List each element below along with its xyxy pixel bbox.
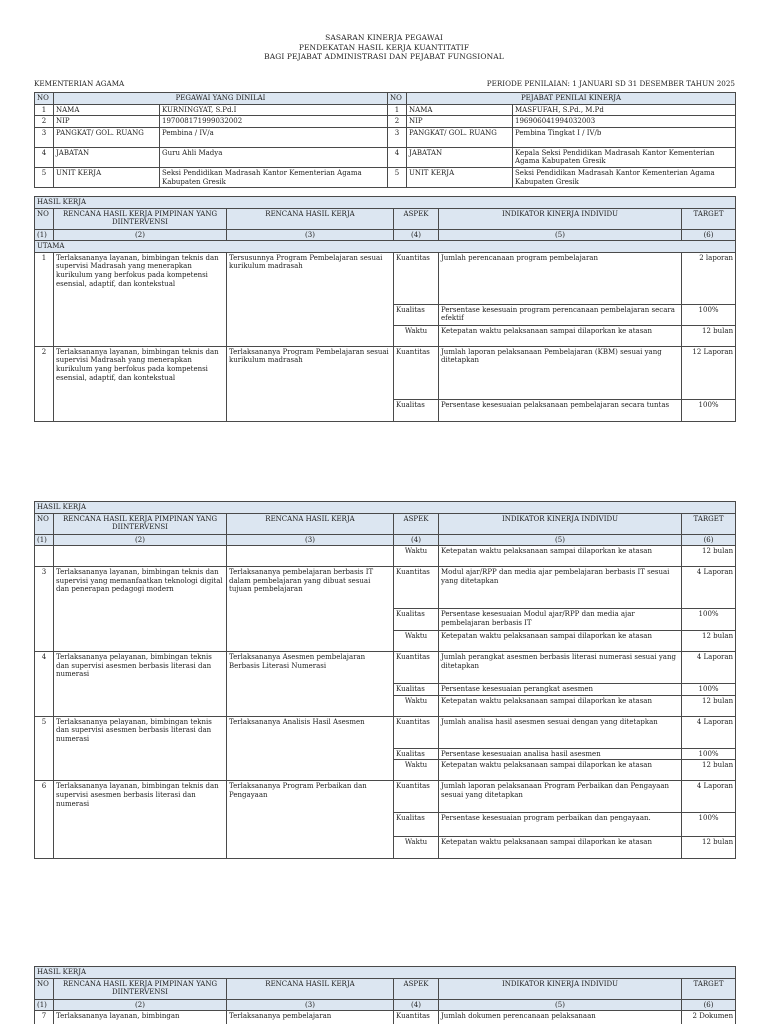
aspek-cell: Kuantitas: [394, 652, 439, 684]
target-cell: 100%: [682, 609, 736, 631]
table-row: [35, 716, 736, 748]
row-no: 5: [388, 167, 407, 187]
rhk-pimpinan-cell: Terlaksananya layanan, bimbingan teknis dan supervisi Madrasah yang menerapkan kurikulum yang berfokus pada kompetensi esensial, adaptif, dan kontekstual: [54, 252, 227, 346]
rhk-pimpinan-cell: [54, 546, 227, 567]
aspek-cell: Kuantitas: [394, 716, 439, 748]
item-no: 2: [35, 346, 54, 421]
pegawai-value: Guru Ahli Madya: [160, 147, 388, 167]
row-label: UNIT KERJA: [54, 167, 160, 187]
aspek-cell: Kuantitas: [394, 567, 439, 609]
row-label: NAMA: [407, 104, 513, 116]
row-label: UNIT KERJA: [407, 167, 513, 187]
item-no: 6: [35, 781, 54, 859]
aspek-cell: Kualitas: [394, 748, 439, 760]
target-cell: 12 Laporan: [682, 346, 736, 399]
rhk-cell: Terlaksananya pembelajaran: [227, 1011, 394, 1024]
col-rhk: RENCANA HASIL KERJA: [227, 208, 394, 229]
indikator-cell: Jumlah analisa hasil asesmen sesuai dengan yang ditetapkan: [439, 716, 682, 748]
target-cell: 12 bulan: [682, 546, 736, 567]
indikator-cell: Persentase kesesuaian pelaksanaan pembelajaran secara tuntas: [439, 399, 682, 421]
table-row: [35, 652, 736, 684]
row-no: 1: [35, 104, 54, 116]
identity-header-row: [35, 93, 736, 105]
col-target: TARGET: [682, 978, 736, 999]
col-number: (4): [394, 534, 439, 546]
target-cell: 4 Laporan: [682, 716, 736, 748]
col-number: (3): [227, 999, 394, 1011]
rhk-cell: Tersusunnya Program Pembelajaran sesuai kurikulum madrasah: [227, 252, 394, 346]
header-penilai: PEJABAT PENILAI KINERJA: [407, 93, 736, 105]
col-number: (5): [439, 534, 682, 546]
table-row: [35, 346, 736, 399]
item-no: 1: [35, 252, 54, 346]
section-row: [35, 502, 736, 514]
organization-label: KEMENTERIAN AGAMA: [34, 79, 125, 88]
aspek-cell: Waktu: [394, 325, 439, 346]
indikator-cell: Jumlah perencanaan program pembelajaran: [439, 252, 682, 304]
table-row: [35, 546, 736, 567]
section-hasil-kerja: HASIL KERJA: [35, 502, 736, 514]
hasil-kerja-table-2: [34, 501, 736, 859]
row-no: 2: [388, 116, 407, 128]
row-no: 2: [35, 116, 54, 128]
target-cell: 100%: [682, 304, 736, 325]
col-number: (3): [227, 229, 394, 241]
col-number: (1): [35, 229, 54, 241]
column-header-row: [35, 978, 736, 999]
col-rhk: RENCANA HASIL KERJA: [227, 978, 394, 999]
item-no: [35, 546, 54, 567]
section-hasil-kerja: HASIL KERJA: [35, 197, 736, 209]
indikator-cell: Ketepatan waktu pelaksanaan sampai dilaporkan ke atasan: [439, 546, 682, 567]
target-cell: 4 Laporan: [682, 567, 736, 609]
header-no: NO: [35, 93, 54, 105]
indikator-cell: Ketepatan waktu pelaksanaan sampai dilaporkan ke atasan: [439, 695, 682, 716]
section-row: [35, 197, 736, 209]
identity-row: [35, 116, 736, 128]
aspek-cell: Kuantitas: [394, 1011, 439, 1024]
table-row: [35, 252, 736, 304]
column-number-row: [35, 229, 736, 241]
aspek-cell: Kualitas: [394, 399, 439, 421]
row-no: 3: [388, 127, 407, 147]
column-header-row: [35, 513, 736, 534]
penilai-value: Kepala Seksi Pendidikan Madrasah Kantor Kementerian Agama Kabupaten Gresik: [513, 147, 736, 167]
target-cell: 12 bulan: [682, 760, 736, 781]
col-aspek: ASPEK: [394, 513, 439, 534]
rhk-cell: Terlaksananya Program Perbaikan dan Pengayaan: [227, 781, 394, 859]
table-row: [35, 567, 736, 609]
target-cell: 100%: [682, 813, 736, 837]
penilai-value: Seksi Pendidikan Madrasah Kantor Kementerian Agama Kabupaten Gresik: [513, 167, 736, 187]
indikator-cell: Ketepatan waktu pelaksanaan sampai dilaporkan ke atasan: [439, 631, 682, 652]
rhk-cell: [227, 546, 394, 567]
identity-row: [35, 127, 736, 147]
col-indikator: INDIKATOR KINERJA INDIVIDU: [439, 513, 682, 534]
target-cell: 12 bulan: [682, 631, 736, 652]
identity-table: [34, 92, 736, 188]
item-no: 5: [35, 716, 54, 781]
col-number: (1): [35, 999, 54, 1011]
hasil-kerja-table-3: [34, 966, 736, 1024]
indikator-cell: Persentase kesesuain program perencanaan pembelajaran secara efektif: [439, 304, 682, 325]
col-number: (3): [227, 534, 394, 546]
col-aspek: ASPEK: [394, 208, 439, 229]
item-no: 3: [35, 567, 54, 652]
aspek-cell: Kualitas: [394, 304, 439, 325]
col-number: (6): [682, 999, 736, 1011]
col-no: NO: [35, 208, 54, 229]
period-label: PERIODE PENILAIAN: 1 JANUARI SD 31 DESEMBER TAHUN 2025: [486, 79, 735, 88]
row-label: PANGKAT/ GOL. RUANG: [407, 127, 513, 147]
target-cell: 100%: [682, 684, 736, 696]
col-indikator: INDIKATOR KINERJA INDIVIDU: [439, 208, 682, 229]
target-cell: 12 bulan: [682, 695, 736, 716]
rhk-cell: Terlaksananya Analisis Hasil Asesmen: [227, 716, 394, 781]
column-number-row: [35, 534, 736, 546]
row-no: 3: [35, 127, 54, 147]
identity-row: [35, 167, 736, 187]
target-cell: 100%: [682, 748, 736, 760]
item-no: 4: [35, 652, 54, 717]
aspek-cell: Kualitas: [394, 684, 439, 696]
col-number: (4): [394, 999, 439, 1011]
row-no: 1: [388, 104, 407, 116]
indikator-cell: Jumlah laporan pelaksanaan Pembelajaran (KBM) sesuai yang ditetapkan: [439, 346, 682, 399]
row-no: 5: [35, 167, 54, 187]
identity-row: [35, 147, 736, 167]
row-label: NIP: [407, 116, 513, 128]
indikator-cell: Jumlah dokumen perencanaan pelaksanaan: [439, 1011, 682, 1024]
document-title: [0, 33, 768, 62]
item-no: 7: [35, 1011, 54, 1024]
pegawai-value: KURNINGYAT, S.Pd.I: [160, 104, 388, 116]
row-label: JABATAN: [407, 147, 513, 167]
col-number: (2): [54, 999, 227, 1011]
aspek-cell: Kualitas: [394, 609, 439, 631]
column-number-row: [35, 999, 736, 1011]
col-number: (5): [439, 229, 682, 241]
pegawai-value: Pembina / IV/a: [160, 127, 388, 147]
target-cell: 12 bulan: [682, 837, 736, 859]
col-aspek: ASPEK: [394, 978, 439, 999]
pegawai-value: Seksi Pendidikan Madrasah Kantor Kementerian Agama Kabupaten Gresik: [160, 167, 388, 187]
rhk-cell: Terlaksananya pembelajaran berbasis IT dalam pembelajaran yang dibuat sesuai tujuan pembelajaran: [227, 567, 394, 652]
indikator-cell: Persentase kesesuaian analisa hasil asesmen: [439, 748, 682, 760]
row-label: NIP: [54, 116, 160, 128]
col-number: (6): [682, 229, 736, 241]
col-no: NO: [35, 978, 54, 999]
title-line-2: PENDEKATAN HASIL KERJA KUANTITATIF: [298, 42, 470, 52]
target-cell: 100%: [682, 399, 736, 421]
rhk-pimpinan-cell: Terlaksananya pelayanan, bimbingan teknis dan supervisi asesmen berbasis literasi dan numerasi: [54, 716, 227, 781]
identity-row: [35, 104, 736, 116]
indikator-cell: Persentase kesesuaian perangkat asesmen: [439, 684, 682, 696]
indikator-cell: Ketepatan waktu pelaksanaan sampai dilaporkan ke atasan: [439, 760, 682, 781]
table-row: [35, 1011, 736, 1024]
row-no: 4: [388, 147, 407, 167]
penilai-value: MASFUFAH, S.Pd., M.Pd: [513, 104, 736, 116]
penilai-value: Pembina Tingkat I / IV/b: [513, 127, 736, 147]
header-no: NO: [388, 93, 407, 105]
col-rhk: RENCANA HASIL KERJA: [227, 513, 394, 534]
col-rhk-pimpinan: RENCANA HASIL KERJA PIMPINAN YANG DIINTERVENSI: [54, 978, 227, 999]
aspek-cell: Kualitas: [394, 813, 439, 837]
col-target: TARGET: [682, 208, 736, 229]
col-rhk-pimpinan: RENCANA HASIL KERJA PIMPINAN YANG DIINTERVENSI: [54, 208, 227, 229]
indikator-cell: Jumlah perangkat asesmen berbasis literasi numerasi sesuai yang ditetapkan: [439, 652, 682, 684]
col-target: TARGET: [682, 513, 736, 534]
header-pegawai: PEGAWAI YANG DINILAI: [54, 93, 388, 105]
col-number: (1): [35, 534, 54, 546]
col-number: (2): [54, 534, 227, 546]
rhk-pimpinan-cell: Terlaksananya layanan, bimbingan teknis dan supervisi Madrasah yang menerapkan kurikulum yang berfokus pada kompetensi esensial, adaptif, dan kontekstual: [54, 346, 227, 421]
aspek-cell: Waktu: [394, 546, 439, 567]
aspek-cell: Kuantitas: [394, 346, 439, 399]
col-number: (5): [439, 999, 682, 1011]
target-cell: 4 Laporan: [682, 781, 736, 813]
section-row: [35, 967, 736, 979]
target-cell: 2 laporan: [682, 252, 736, 304]
penilai-value: 196906041994032003: [513, 116, 736, 128]
row-label: JABATAN: [54, 147, 160, 167]
rhk-pimpinan-cell: Terlaksananya layanan, bimbingan: [54, 1011, 227, 1024]
col-number: (2): [54, 229, 227, 241]
rhk-cell: Terlaksananya Program Pembelajaran sesuai kurikulum madrasah: [227, 346, 394, 421]
hasil-kerja-table-1: [34, 196, 736, 422]
pegawai-value: 197008171999032002: [160, 116, 388, 128]
column-header-row: [35, 208, 736, 229]
aspek-cell: Kuantitas: [394, 252, 439, 304]
target-cell: 4 Laporan: [682, 652, 736, 684]
rhk-pimpinan-cell: Terlaksananya layanan, bimbingan teknis dan supervisi asesmen berbasis literasi dan numerasi: [54, 781, 227, 859]
col-number: (6): [682, 534, 736, 546]
rhk-pimpinan-cell: Terlaksananya pelayanan, bimbingan teknis dan supervisi asesmen berbasis literasi dan numerasi: [54, 652, 227, 717]
row-label: PANGKAT/ GOL. RUANG: [54, 127, 160, 147]
col-rhk-pimpinan: RENCANA HASIL KERJA PIMPINAN YANG DIINTERVENSI: [54, 513, 227, 534]
aspek-cell: Waktu: [394, 760, 439, 781]
section-utama: UTAMA: [35, 241, 736, 253]
section-row: [35, 241, 736, 253]
indikator-cell: Persentase kesesuaian program perbaikan dan pengayaan.: [439, 813, 682, 837]
indikator-cell: Modul ajar/RPP dan media ajar pembelajaran berbasis IT sesuai yang ditetapkan: [439, 567, 682, 609]
aspek-cell: Kuantitas: [394, 781, 439, 813]
target-cell: 12 bulan: [682, 325, 736, 346]
indikator-cell: Ketepatan waktu pelaksanaan sampai dilaporkan ke atasan: [439, 837, 682, 859]
indikator-cell: Jumlah laporan pelaksanaan Program Perbaikan dan Pengayaan sesuai yang ditetapkan: [439, 781, 682, 813]
table-row: [35, 781, 736, 813]
indikator-cell: Ketepatan waktu pelaksanaan sampai dilaporkan ke atasan: [439, 325, 682, 346]
col-no: NO: [35, 513, 54, 534]
section-hasil-kerja: HASIL KERJA: [35, 967, 736, 979]
rhk-pimpinan-cell: Terlaksananya layanan, bimbingan teknis dan supervisi yang memanfaatkan teknologi digital dan penerapan pedagogi modern: [54, 567, 227, 652]
aspek-cell: Waktu: [394, 631, 439, 652]
aspek-cell: Waktu: [394, 695, 439, 716]
target-cell: 2 Dokumen: [682, 1011, 736, 1024]
row-label: NAMA: [54, 104, 160, 116]
row-no: 4: [35, 147, 54, 167]
title-line-1: SASARAN KINERJA PEGAWAI: [325, 33, 443, 42]
col-indikator: INDIKATOR KINERJA INDIVIDU: [439, 978, 682, 999]
col-number: (4): [394, 229, 439, 241]
title-line-3: BAGI PEJABAT ADMINISTRASI DAN PEJABAT FUNGSIONAL: [264, 52, 504, 61]
indikator-cell: Persentase kesesuaian Modul ajar/RPP dan media ajar pembelajaran berbasis IT: [439, 609, 682, 631]
rhk-cell: Terlaksananya Asesmen pembelajaran Berbasis Literasi Numerasi: [227, 652, 394, 717]
aspek-cell: Waktu: [394, 837, 439, 859]
